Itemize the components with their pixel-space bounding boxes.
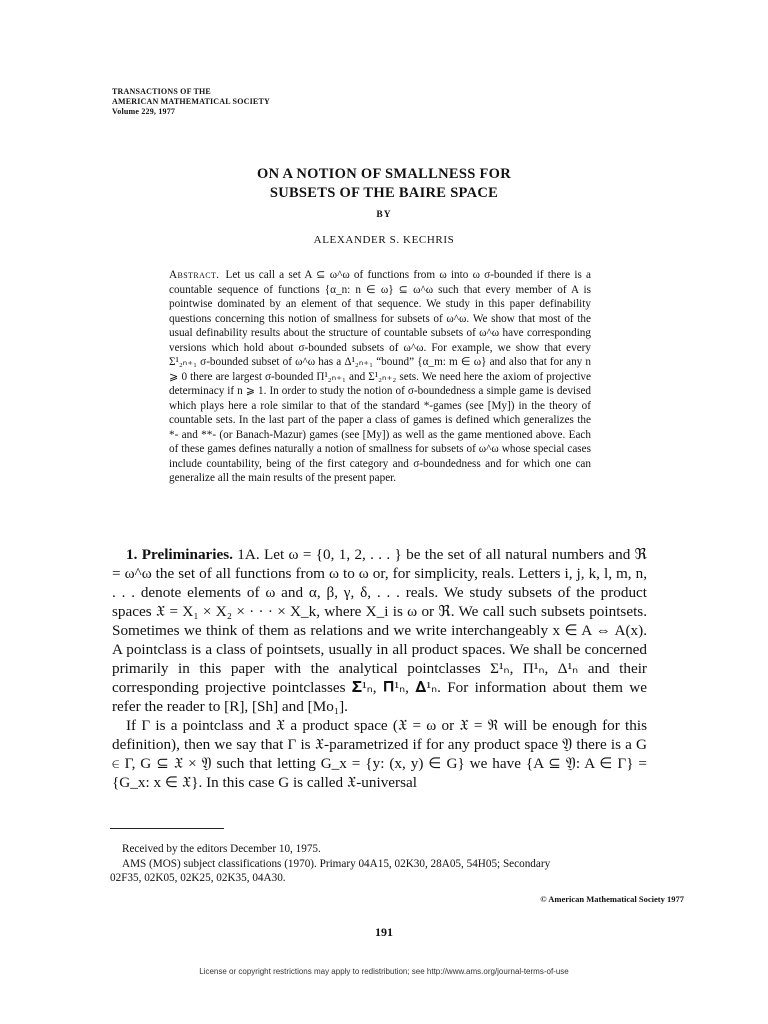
- paragraph-2: [112, 716, 647, 792]
- paper-title: [0, 165, 768, 203]
- footnote-rule: [110, 828, 224, 829]
- journal-header: [112, 87, 270, 117]
- journal-volume: Volume 229, 1977: [112, 107, 176, 116]
- subject-classifications: AMS (MOS) subject classifications (1970). Primary 04A15, 02K30, 28A05, 54H05; Secondary: [122, 857, 551, 870]
- received-date: Received by the editors December 10, 1975.: [122, 843, 321, 855]
- copyright-notice: © American Mathematical Society 1977: [540, 894, 684, 904]
- section-preliminaries: [112, 545, 647, 792]
- paragraph-1A: [112, 545, 647, 716]
- abstract-text: Let us call a set A ⊆ ω^ω of functions from ω into ω σ-bounded if there is a countable sequence of functions {α_n: n ∈ ω} ⊆ ω^ω such that every member of A is pointwise dominated by an element of that sequence. We study in this paper definability questions concerning this notion of smallness for subsets of ω^ω. We show that most of the usual definability results about the structure of countable subsets of ω^ω have corresponding versions which hold about σ-bounded subsets of ω^ω. For example, we show that every Σ¹₂ₙ₊₁ σ-bounded subset of ω^ω has a Δ¹₂ₙ₊₁ “bound” {α_m: m ∈ ω} and also that for any n ⩾ 0 there are largest σ-bounded Π¹₂ₙ₊₁ and Σ¹₂ₙ₊₂ sets. We need here the axiom of projective determinacy if n ⩾ 1. In order to study the notion of σ-boundedness a simple game is devised which plays here a role similar to that of the standard *-games (see [My]) in the theory of countable sets. In the last part of the paper a class of games is defined which generalizes the *- and **- (or Banach-Mazur) games (see [My]) as well as the game mentioned above. Each of these games defines naturally a notion of smallness for subsets of ω^ω whose special cases include countability, being of the first category and σ-boundedness and for which one can generalize all the main results of the present paper.: [169, 269, 591, 484]
- paragraph-2-text: If Γ is a pointclass and 𝔛 a product space (𝔛 = ω or 𝔛 = ℜ will be enough for this definition), then we say that Γ is 𝔛-parametrized if for any product space 𝔜 there is a G ∈ Γ, G ⊆ 𝔛 × 𝔜 such that letting G_x = {y: (x, y) ∈ G} we have {A ⊆ 𝔜: A ∈ Γ} = {G_x: x ∈ 𝔛}. In this case G is called 𝔛-universal: [112, 717, 647, 791]
- title-line-2: SUBSETS OF THE BAIRE SPACE: [269, 185, 499, 201]
- abstract: [169, 268, 591, 486]
- section-heading: 1. Preliminaries.: [126, 546, 233, 563]
- abstract-label: Abstract.: [169, 269, 220, 281]
- author-name: ALEXANDER S. KECHRIS: [313, 234, 455, 246]
- subject-classifications-cont: 02F35, 02K05, 02K25, 02K35, 04A30.: [110, 872, 286, 884]
- journal-line-2: AMERICAN MATHEMATICAL SOCIETY: [112, 97, 270, 106]
- paragraph-1A-text: 1A. Let ω = {0, 1, 2, . . . } be the set of all natural numbers and ℜ = ω^ω the set of all functions from ω to ω or, for simplicity, reals. Letters i, j, k, l, m, n, . . . denote elements of ω and α, β, γ, δ, . . . reals. We study subsets of the product spaces 𝔛 = X₁ × X₂ × · · · × X_k, where X_i is ω or ℜ. We call such subsets pointsets. Sometimes we think of them as relations and we write interchangeably x ∈ A ⇔ A(x). A pointclass is a class of pointsets, usually in all product spaces. We shall be concerned primarily in this paper with the analytical pointclasses Σ¹ₙ, Π¹ₙ, Δ¹ₙ and their corresponding projective pointclasses 𝚺¹ₙ, 𝚷¹ₙ, 𝚫¹ₙ. For information about them we refer the reader to [R], [Sh] and [Mo₁].: [112, 546, 648, 715]
- footnote: [110, 842, 646, 886]
- by-label: BY: [376, 210, 392, 220]
- title-line-1: ON A NOTION OF SMALLNESS FOR: [256, 166, 511, 182]
- journal-line-1: TRANSACTIONS OF THE: [112, 87, 211, 96]
- page-number: 191: [375, 925, 393, 939]
- license-notice: License or copyright restrictions may apply to redistribution; see http://www.ams.org/journal-terms-of-use: [199, 967, 569, 976]
